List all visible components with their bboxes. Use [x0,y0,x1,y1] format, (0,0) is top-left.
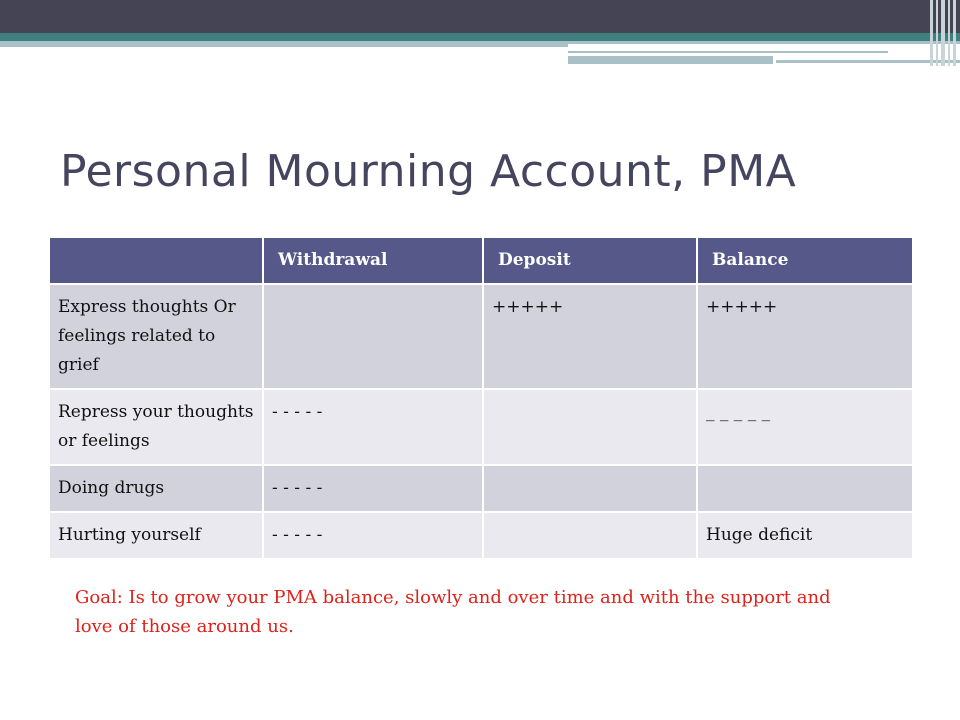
table-cell-balance [697,465,913,512]
table-cell-balance: _ _ _ _ _ [697,389,913,465]
header-accent-line [568,56,773,64]
table-cell-deposit [483,389,697,465]
column-header-deposit: Deposit [483,237,697,284]
header-accent-line [0,41,568,47]
column-header-withdrawal: Withdrawal [263,237,483,284]
pma-table [48,236,914,560]
column-header-activity [49,237,263,284]
goal-statement: Goal: Is to grow your PMA balance, slowly and over time and with the support and love of those around us. [75,587,831,637]
header-vertical-stripes [928,0,960,66]
table-cell-activity: Doing drugs [49,465,263,512]
header-accent-line [568,41,960,44]
header-accent-line [568,51,888,53]
table-cell-activity: Express thoughts Or feelings related to grief [49,284,263,389]
table-cell-activity: Repress your thoughts or feelings [49,389,263,465]
table-cell-withdrawal: - - - - - [263,465,483,512]
table-cell-deposit: +++++ [483,284,697,389]
column-header-balance: Balance [697,237,913,284]
table-cell-balance: +++++ [697,284,913,389]
table-cell-deposit [483,465,697,512]
table-row [49,389,913,465]
table-cell-withdrawal: - - - - - [263,512,483,559]
table-cell-activity: Hurting yourself [49,512,263,559]
header-dark-bar [0,0,960,33]
table-row [49,284,913,389]
table-cell-deposit [483,512,697,559]
table-row [49,512,913,559]
header-teal-bar [0,33,960,41]
table-header-row [49,237,913,284]
table-cell-withdrawal [263,284,483,389]
table-row [49,465,913,512]
table-cell-balance: Huge deficit [697,512,913,559]
page-title: Personal Mourning Account, PMA [60,146,797,197]
table-cell-withdrawal: - - - - - [263,389,483,465]
